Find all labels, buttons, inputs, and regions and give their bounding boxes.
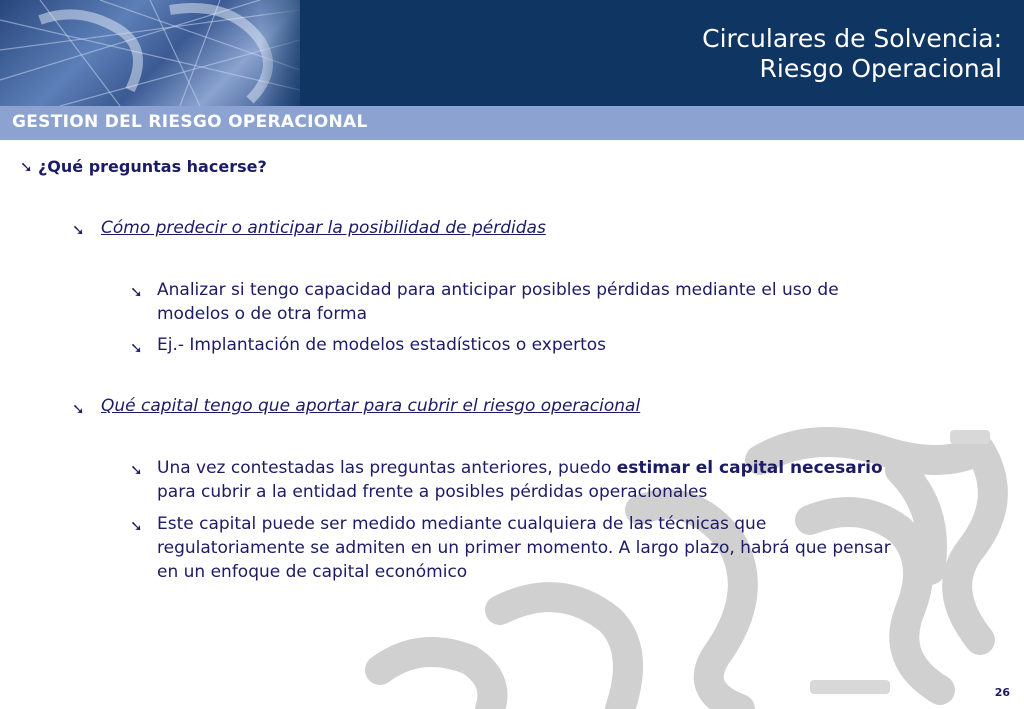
arrow-bullet-icon: ➘ bbox=[130, 461, 143, 479]
item2-sub2-line3: en un enfoque de capital económico bbox=[157, 562, 468, 582]
item2-sub2-line2: regulatoriamente se admiten en un primer momento. A largo plazo, habrá que pensar bbox=[157, 538, 891, 558]
arrow-bullet-icon: ➘ bbox=[72, 221, 85, 239]
page-number: 26 bbox=[994, 686, 1010, 699]
item2-heading-link[interactable]: Qué capital tengo que aportar para cubrir el riesgo operacional bbox=[101, 396, 641, 416]
arrow-bullet-icon: ➘ bbox=[20, 158, 33, 176]
question-heading: ¿Qué preguntas hacerse? bbox=[38, 157, 267, 176]
arrow-bullet-icon: ➘ bbox=[130, 283, 143, 301]
item1-sub2: Ej.- Implantación de modelos estadísticos o expertos bbox=[157, 335, 607, 355]
title-line-2: Riesgo Operacional bbox=[759, 54, 1002, 83]
item1-sub1-line2: modelos o de otra forma bbox=[157, 304, 367, 324]
arrow-bullet-icon: ➘ bbox=[130, 339, 143, 357]
section-title: GESTION DEL RIESGO OPERACIONAL bbox=[12, 112, 368, 132]
item2-sub2-line1: Este capital puede ser medido mediante cualquiera de las técnicas que bbox=[157, 514, 767, 534]
item2-sub1-line2: para cubrir a la entidad frente a posibles pérdidas operacionales bbox=[157, 482, 708, 502]
title-line-1: Circulares de Solvencia: bbox=[702, 24, 1002, 53]
item2-sub1-emphasis: estimar el capital necesario bbox=[616, 458, 883, 478]
arrow-bullet-icon: ➘ bbox=[72, 400, 85, 418]
item2-sub1-text: Una vez contestadas las preguntas anteriores, puedo bbox=[157, 458, 617, 478]
item1-sub1-line1: Analizar si tengo capacidad para anticipar posibles pérdidas mediante el uso de bbox=[157, 280, 839, 300]
arrow-bullet-icon: ➘ bbox=[130, 517, 143, 535]
item2-sub1-line1 bbox=[157, 456, 883, 481]
item1-heading-link[interactable]: Cómo predecir o anticipar la posibilidad de pérdidas bbox=[101, 218, 546, 238]
